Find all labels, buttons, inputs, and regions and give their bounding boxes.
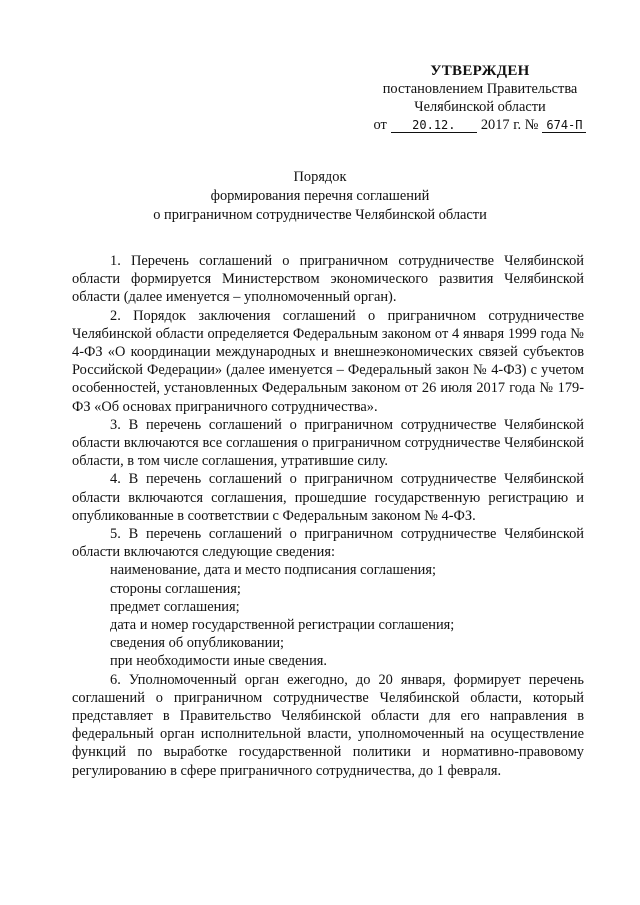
- document-title: [70, 168, 570, 225]
- paragraph-3: 3. В перечень соглашений о приграничном сотрудничестве Челябинской области включаются все соглашения о приграничном сотрудничестве Челябинской области, в том числе соглашения, утратившие силу.: [72, 416, 584, 470]
- document-title-line-3: о приграничном сотрудничестве Челябинской области: [153, 207, 487, 223]
- list-item: наименование, дата и место подписания соглашения;: [110, 562, 436, 579]
- approval-date-line: [360, 116, 600, 134]
- approval-line-1: постановлением Правительства: [382, 81, 578, 97]
- approval-from-label: от: [373, 117, 387, 133]
- paragraph-2: 2. Порядок заключения соглашений о приграничном сотрудничестве Челябинской области определяется Федеральным законом от 4 января 1999 года № 4-ФЗ «О координации международных и внешнеэкономических связей субъектов Российской Федерации» (далее именуется – Федеральный закон № 4-ФЗ) с учетом особенностей, установленных Федеральным законом от 26 июля 2017 года № 179-ФЗ «Об основах приграничного сотрудничества».: [72, 307, 584, 415]
- paragraph-6: 6. Уполномоченный орган ежегодно, до 20 января, формирует перечень соглашений о приграничном сотрудничестве Челябинской области, который представляет в Правительство Челябинской области для его направления в федеральный орган исполнительной власти, уполномоченный на осуществление функций по выработке государственной политики и нормативно-правовому регулированию в сфере приграничного сотрудничества, до 1 февраля.: [72, 671, 584, 779]
- approval-number: 674-П: [542, 118, 586, 133]
- list-item: сведения об опубликовании;: [110, 635, 285, 652]
- paragraph-4: 4. В перечень соглашений о приграничном сотрудничестве Челябинской области включаются соглашения, прошедшие государственную регистрацию и опубликованные в соответствии с Федеральным законом № 4-ФЗ.: [72, 471, 584, 524]
- approval-year-text: 2017 г. №: [480, 117, 539, 133]
- paragraph-1: 1. Перечень соглашений о приграничном сотрудничестве Челябинской области формируется Министерством экономического развития Челябинской области (далее именуется – уполномоченный орган).: [72, 253, 584, 306]
- approval-date: 20.12.: [391, 118, 477, 133]
- document-body: [72, 252, 584, 780]
- document-title-line-1: Порядок: [293, 169, 347, 185]
- approval-stamp: [360, 62, 600, 134]
- list-item: предмет соглашения;: [110, 598, 240, 615]
- list-item: дата и номер государственной регистрации соглашения;: [110, 617, 455, 634]
- information-list: [72, 561, 584, 670]
- list-item: стороны соглашения;: [110, 580, 241, 597]
- list-item: при необходимости иные сведения.: [110, 653, 328, 670]
- approval-line-2: Челябинской области: [414, 99, 546, 115]
- document-title-line-2: формирования перечня соглашений: [210, 188, 430, 204]
- paragraph-5: 5. В перечень соглашений о приграничном сотрудничестве Челябинской области включаются следующие сведения:: [72, 526, 584, 561]
- approval-title: УТВЕРЖДЕН: [430, 63, 530, 79]
